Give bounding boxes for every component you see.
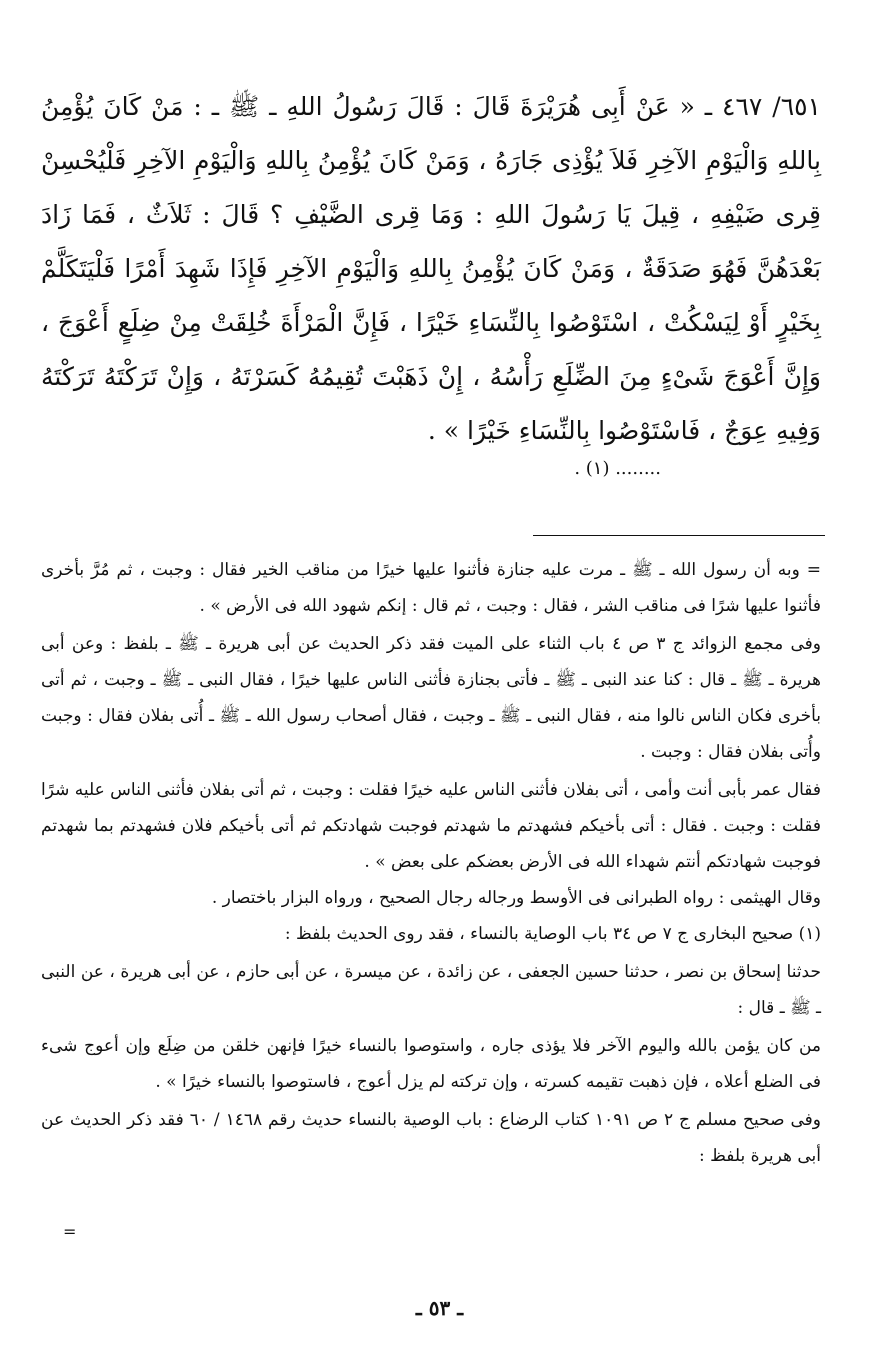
continuation-mark: =	[63, 1222, 77, 1241]
footnote-paragraph: وفى مجمع الزوائد ج ٣ ص ٤ باب الثناء على الميت فقد ذكر الحديث عن أبى هريرة ـ ﷺ ـ بلفظ : وعن أبى هريرة ـ ﷺ ـ قال : كنا عند النبى ـ ﷺ ـ فأتى بجنازة فأثنى الناس عليها خيرًا ، فقال النبى ـ ﷺ ـ وجبت ، ثم أتى بأخرى فكان الناس نالوا منه ، فقال النبى ـ ﷺ ـ وجبت ، فقال أصحاب رسول الله ـ ﷺ ـ أُتى بفلان فقال : وجبت وأُتى بفلان فقال : وجبت .	[41, 634, 821, 762]
footnote-paragraph: = وبه أن رسول الله ـ ﷺ ـ مرت عليه جنازة فأثنوا عليها خيرًا من مناقب الخير فقال : وجبت ، ثم مُرَّ بأخرى فأثنوا عليها شرًا فى مناقب الشر ، فقال : وجبت ، ثم قال : إنكم شهود الله فى الأرض » .	[41, 560, 821, 616]
footnote-reference-ellipsis: ........ (١) .	[574, 458, 661, 479]
footnote-paragraph: (١) صحيح البخارى ج ٧ ص ٣٤ باب الوصاية بالنساء ، فقد روى الحديث بلفظ :	[284, 924, 821, 944]
footnote-separator	[533, 535, 825, 536]
footnote-paragraph: وقال الهيثمى : رواه الطبرانى فى الأوسط ورجاله رجال الصحيح ، ورواه البزار باختصار .	[211, 888, 821, 908]
page-number: ـ ٥٣ ـ	[415, 1296, 464, 1320]
hadith-paragraph: ٦٥١/ ٤٦٧ ـ « عَنْ أَبِى هُرَيْرَةَ قَالَ : قَالَ رَسُولُ اللهِ ـ ﷺ ـ : مَنْ كَانَ يُؤْمِنُ بِاللهِ وَالْيَوْمِ الآخِرِ فَلاَ يُؤْذِى جَارَهُ ، وَمَنْ كَانَ يُؤْمِنُ بِاللهِ وَالْيَوْمِ الآخِرِ فَلْيُحْسِنْ قِرى ضَيْفِهِ ، قِيلَ يَا رَسُولَ اللهِ : وَمَا قِرى الضَّيْفِ ؟ قَالَ : ثَلاَثٌ ، فَمَا زَادَ بَعْدَهُنَّ فَهُوَ صَدَقَةٌ ، وَمَنْ كَانَ يُؤْمِنُ بِاللهِ وَالْيَوْمِ الآخِرِ فَإِذَا شَهِدَ أَمْرًا فَلْيَتَكَلَّمْ بِخَيْرٍ أَوْ لِيَسْكُتْ ، اسْتَوْصُوا بِالنِّسَاءِ خَيْرًا ، فَإِنَّ الْمَرْأَةَ خُلِقَتْ مِنْ ضِلَعٍ أَعْوَجَ ، وَإِنَّ أَعْوَجَ شَىْءٍ مِنَ الضِّلَعِ رَأْسُهُ ، إِنْ ذَهَبْتَ تُقِيمُهُ كَسَرْتَهُ ، وَإِنْ تَرَكْتَهُ تَرَكْتَهُ وَفِيهِ عِوَجٌ ، فَاسْتَوْصُوا بِالنِّسَاءِ خَيْرًا » .	[41, 92, 821, 445]
footnotes-block	[41, 552, 821, 1174]
footnote-paragraph: من كان يؤمن بالله واليوم الآخر فلا يؤذى جاره ، واستوصوا بالنساء خيرًا فإنهن خلقن من ضِلَع وإن أعوج شىء فى الضلع أعلاه ، فإن ذهبت تقيمه كسرته ، وإن تركته لم يزل أعوج ، فاستوصوا بالنساء خيرًا » .	[41, 1036, 821, 1092]
footnote-paragraph: وفى صحيح مسلم ج ٢ ص ١٠٩١ كتاب الرضاع : باب الوصية بالنساء حديث رقم ١٤٦٨ / ٦٠ فقد ذكر الحديث عن أبى هريرة بلفظ :	[41, 1110, 821, 1166]
footnote-paragraph: فقال عمر بأبى أنت وأمى ، أتى بفلان فأثنى الناس عليه خيرًا فقلت : وجبت ، ثم أتى بفلان فأثنى الناس عليه شرًا فقلت : وجبت . فقال : أتى بأخيكم فشهدتم ما شهدتم فوجبت شهادتكم ثم أتى بأخيكم فلان فشهدتم بما شهدتم فوجبت شهادتكم أنتم شهداء الله فى الأرض بعضكم على بعض » .	[41, 780, 821, 872]
hadith-text-block	[41, 80, 821, 458]
footnote-paragraph: حدثنا إسحاق بن نصر ، حدثنا حسين الجعفى ، عن زائدة ، عن ميسرة ، عن أبى حازم ، عن أبى هريرة ، عن النبى ـ ﷺ ـ قال :	[41, 962, 821, 1018]
